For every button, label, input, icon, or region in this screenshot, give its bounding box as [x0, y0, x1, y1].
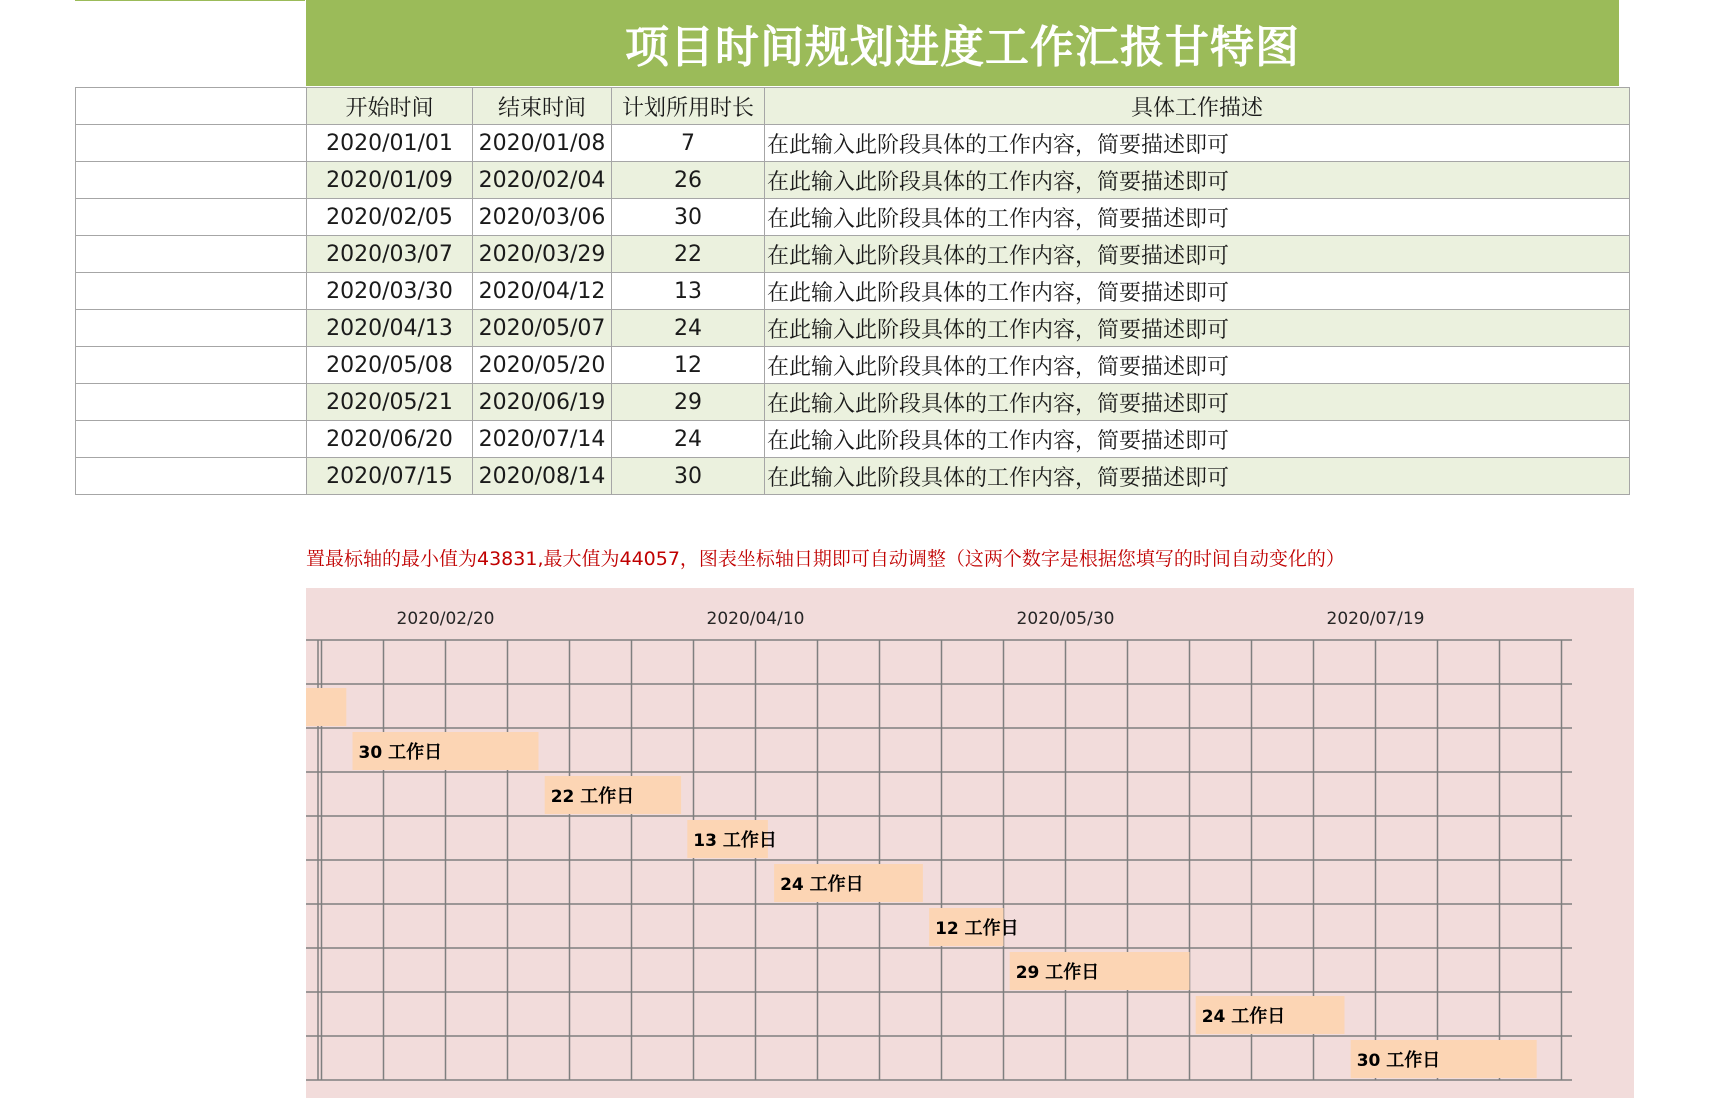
table-row — [76, 236, 1630, 273]
header-description: 具体工作描述 — [765, 88, 1630, 125]
row-label-cell[interactable] — [76, 347, 307, 384]
description-cell[interactable]: 在此输入此阶段具体的工作内容，简要描述即可 — [765, 421, 1630, 458]
description-cell[interactable]: 在此输入此阶段具体的工作内容，简要描述即可 — [765, 236, 1630, 273]
row-label-cell[interactable] — [76, 310, 307, 347]
row-label-cell[interactable] — [76, 125, 307, 162]
description-cell[interactable]: 在此输入此阶段具体的工作内容，简要描述即可 — [765, 384, 1630, 421]
end-date-cell[interactable]: 2020/07/14 — [473, 421, 612, 458]
duration-cell[interactable]: 30 — [612, 199, 765, 236]
gantt-chart — [306, 588, 1634, 1098]
start-date-cell[interactable]: 2020/07/15 — [307, 458, 473, 495]
duration-cell[interactable]: 12 — [612, 347, 765, 384]
description-cell[interactable]: 在此输入此阶段具体的工作内容，简要描述即可 — [765, 347, 1630, 384]
duration-cell[interactable]: 26 — [612, 162, 765, 199]
start-date-cell[interactable]: 2020/04/13 — [307, 310, 473, 347]
bar-label: 13 工作日 — [693, 830, 777, 851]
table-row — [76, 421, 1630, 458]
gantt-svg — [306, 588, 1634, 1098]
header-end: 结束时间 — [473, 88, 612, 125]
row-label-cell[interactable] — [76, 421, 307, 458]
bar-label: 30 工作日 — [1356, 1050, 1441, 1071]
header-duration: 计划所用时长 — [612, 88, 765, 125]
row-label-cell[interactable] — [76, 162, 307, 199]
end-date-cell[interactable]: 2020/02/04 — [473, 162, 612, 199]
row-label-cell[interactable] — [76, 458, 307, 495]
bar-label: 22 工作日 — [550, 786, 635, 807]
start-date-cell[interactable]: 2020/02/05 — [307, 199, 473, 236]
duration-cell[interactable]: 13 — [612, 273, 765, 310]
end-date-cell[interactable]: 2020/08/14 — [473, 458, 612, 495]
start-date-cell[interactable]: 2020/03/07 — [307, 236, 473, 273]
table-header-row — [76, 88, 1630, 125]
description-cell[interactable]: 在此输入此阶段具体的工作内容，简要描述即可 — [765, 162, 1630, 199]
table-row — [76, 347, 1630, 384]
start-date-cell[interactable]: 2020/01/01 — [307, 125, 473, 162]
row-label-cell[interactable] — [76, 199, 307, 236]
table-row — [76, 384, 1630, 421]
description-cell[interactable]: 在此输入此阶段具体的工作内容，简要描述即可 — [765, 125, 1630, 162]
description-cell[interactable]: 在此输入此阶段具体的工作内容，简要描述即可 — [765, 199, 1630, 236]
table-row — [76, 162, 1630, 199]
gantt-bar — [306, 688, 346, 726]
start-date-cell[interactable]: 2020/01/09 — [307, 162, 473, 199]
end-date-cell[interactable]: 2020/05/07 — [473, 310, 612, 347]
end-date-cell[interactable]: 2020/03/06 — [473, 199, 612, 236]
end-date-cell[interactable]: 2020/01/08 — [473, 125, 612, 162]
title-left-cell — [75, 0, 305, 87]
description-cell[interactable]: 在此输入此阶段具体的工作内容，简要描述即可 — [765, 458, 1630, 495]
start-date-cell[interactable]: 2020/03/30 — [307, 273, 473, 310]
table-row — [76, 310, 1630, 347]
axis-note: 置最标轴的最小值为43831,最大值为44057，图表坐标轴日期即可自动调整（这两个数字是根据您填写的时间自动变化的） — [306, 548, 1345, 570]
description-cell[interactable]: 在此输入此阶段具体的工作内容，简要描述即可 — [765, 310, 1630, 347]
row-label-cell[interactable] — [76, 384, 307, 421]
bar-label: 29 工作日 — [1015, 962, 1100, 983]
duration-cell[interactable]: 24 — [612, 310, 765, 347]
x-tick-label: 2020/05/30 — [1016, 609, 1115, 629]
start-date-cell[interactable]: 2020/05/08 — [307, 347, 473, 384]
page-title: 项目时间规划进度工作汇报甘特图 — [306, 0, 1619, 86]
table-row — [76, 125, 1630, 162]
end-date-cell[interactable]: 2020/05/20 — [473, 347, 612, 384]
table-row — [76, 458, 1630, 495]
duration-cell[interactable]: 29 — [612, 384, 765, 421]
duration-cell[interactable]: 7 — [612, 125, 765, 162]
bar-label: 24 工作日 — [1201, 1006, 1286, 1027]
duration-cell[interactable]: 24 — [612, 421, 765, 458]
duration-cell[interactable]: 22 — [612, 236, 765, 273]
end-date-cell[interactable]: 2020/06/19 — [473, 384, 612, 421]
schedule-table — [75, 87, 1630, 495]
blank-cell — [76, 88, 307, 125]
table-row — [76, 199, 1630, 236]
x-tick-label: 2020/07/19 — [1326, 609, 1425, 629]
table-row — [76, 273, 1630, 310]
header-start: 开始时间 — [307, 88, 473, 125]
start-date-cell[interactable]: 2020/05/21 — [307, 384, 473, 421]
row-label-cell[interactable] — [76, 236, 307, 273]
bar-label: 30 工作日 — [358, 742, 443, 763]
duration-cell[interactable]: 30 — [612, 458, 765, 495]
row-label-cell[interactable] — [76, 273, 307, 310]
x-tick-label: 2020/02/20 — [396, 609, 495, 629]
x-tick-label: 2020/04/10 — [706, 609, 805, 629]
bar-label: 12 工作日 — [935, 918, 1019, 939]
end-date-cell[interactable]: 2020/03/29 — [473, 236, 612, 273]
description-cell[interactable]: 在此输入此阶段具体的工作内容，简要描述即可 — [765, 273, 1630, 310]
end-date-cell[interactable]: 2020/04/12 — [473, 273, 612, 310]
bar-label: 24 工作日 — [780, 874, 864, 895]
start-date-cell[interactable]: 2020/06/20 — [307, 421, 473, 458]
